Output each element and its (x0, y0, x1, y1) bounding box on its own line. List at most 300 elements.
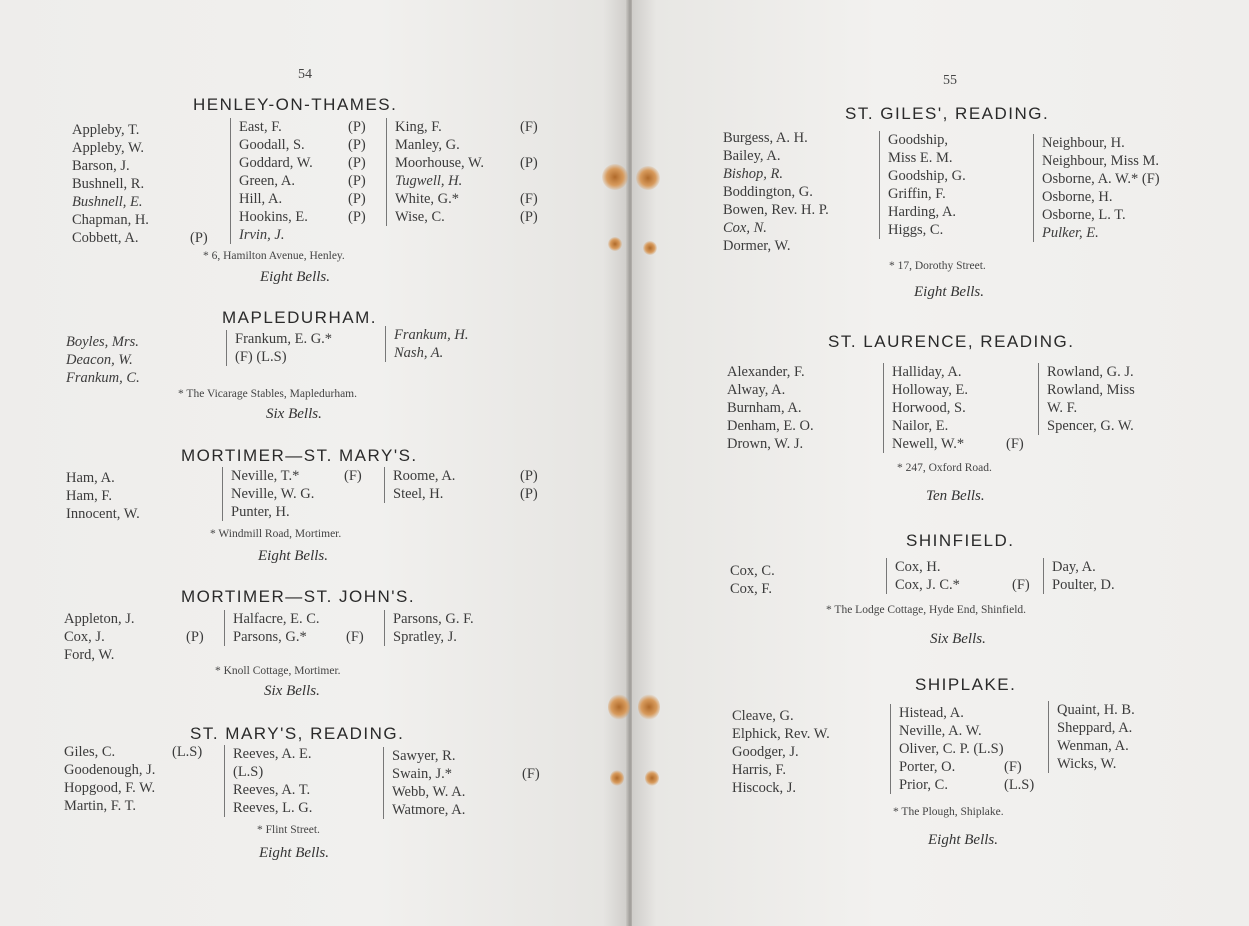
ringer-name: Cox, C. (730, 563, 775, 579)
ringer-name: Swain, J.* (392, 766, 453, 782)
name-column (1048, 701, 1227, 773)
ringer-entry (395, 190, 555, 208)
ringer-tag: (P) (348, 173, 366, 189)
ringer-tag: (P) (520, 486, 538, 502)
binding-hole (610, 770, 624, 786)
ringer-entry (239, 226, 389, 244)
ringer-name: Sheppard, A. (1057, 720, 1133, 736)
ringer-name: Moorhouse, W. (395, 155, 485, 171)
ringer-entry (66, 369, 216, 387)
ringer-name: Spratley, J. (393, 629, 457, 645)
ringer-name: Barson, J. (72, 158, 130, 174)
ringer-name: Horwood, S. (892, 400, 966, 416)
ringer-entry (72, 175, 212, 193)
ringer-name: Rowland, G. J. (1047, 364, 1134, 380)
ringer-entry (892, 399, 1052, 417)
ringer-name: Nailor, E. (892, 418, 949, 434)
ringer-name: Osborne, H. (1042, 189, 1113, 205)
ringer-tag: (P) (520, 209, 538, 225)
ringer-name: Poulter, D. (1052, 577, 1115, 593)
name-column (64, 743, 224, 815)
ringer-entry (732, 725, 882, 743)
name-column (727, 363, 877, 453)
ringer-name: Rowland, Miss (1047, 382, 1135, 398)
ringer-name: Punter, H. (231, 504, 290, 520)
ringer-entry (730, 580, 880, 598)
ringer-entry (1057, 737, 1227, 755)
ringer-entry (1047, 399, 1217, 417)
ringer-entry (723, 219, 873, 237)
ringer-entry (895, 558, 1055, 576)
ringer-entry (64, 761, 224, 779)
name-column (384, 467, 553, 503)
name-column (385, 326, 554, 362)
binding-hole (608, 237, 622, 251)
ringer-entry (233, 799, 393, 817)
ringer-name: Manley, G. (395, 137, 460, 153)
ringer-entry (395, 208, 555, 226)
ringer-tag: (P) (520, 155, 538, 171)
ringer-name: Nash, A. (394, 345, 444, 361)
section-title: ST. GILES', READING. (845, 104, 1050, 123)
page-number: 55 (943, 73, 957, 88)
ringer-entry (732, 707, 882, 725)
ringer-entry (233, 745, 393, 763)
ringer-entry (395, 154, 555, 172)
ringer-name: Ham, A. (66, 470, 115, 486)
ringer-name: Burnham, A. (727, 400, 802, 416)
ringer-entry (723, 237, 873, 255)
ringer-name: Chapman, H. (72, 212, 149, 228)
ringer-name: Innocent, W. (66, 506, 140, 522)
ringer-entry (730, 562, 880, 580)
ringer-name: White, G.* (395, 191, 460, 207)
ringer-name: Prior, C. (899, 777, 948, 793)
ringer-name: Goodship, G. (888, 168, 966, 184)
section-title: ST. LAURENCE, READING. (828, 332, 1075, 351)
ringer-name: Roome, A. (393, 468, 456, 484)
bells-count: Six Bells. (930, 631, 986, 647)
ringer-name: Alexander, F. (727, 364, 805, 380)
ringer-name: Pulker, E. (1042, 225, 1099, 241)
name-column (224, 745, 393, 817)
ringer-entry (732, 743, 882, 761)
ringer-entry (1042, 152, 1212, 170)
name-column (64, 610, 214, 664)
ringer-tag: (P) (348, 191, 366, 207)
address-note: * The Plough, Shiplake. (893, 806, 1004, 818)
ringer-name: Appleton, J. (64, 611, 135, 627)
ringer-name: Ford, W. (64, 647, 115, 663)
name-column (226, 330, 385, 366)
ringer-name: Alway, A. (727, 382, 786, 398)
ringer-name: Halfacre, E. C. (233, 611, 320, 627)
ringer-name: Cox, J. (64, 629, 105, 645)
ringer-name: (F) (L.S) (235, 349, 287, 365)
ringer-entry (239, 154, 389, 172)
ringer-name: Neighbour, H. (1042, 135, 1125, 151)
bells-count: Eight Bells. (258, 548, 328, 564)
bells-count: Eight Bells. (914, 284, 984, 300)
name-column (1038, 363, 1217, 435)
ringer-entry (732, 779, 882, 797)
ringer-tag: (F) (1004, 759, 1022, 775)
ringer-entry (892, 363, 1052, 381)
ringer-entry (1042, 206, 1212, 224)
ringer-entry (66, 505, 216, 523)
ringer-tag: (F) (522, 766, 540, 782)
ringer-entry (1057, 755, 1227, 773)
ringer-entry (727, 381, 877, 399)
address-note: * Flint Street. (257, 824, 320, 836)
ringer-entry (888, 149, 1048, 167)
ringer-name: Neville, T.* (231, 468, 300, 484)
ringer-name: Cobbett, A. (72, 230, 139, 246)
ringer-name: Higgs, C. (888, 222, 944, 238)
section-title: MORTIMER—ST. MARY'S. (181, 446, 418, 465)
section-title: MORTIMER—ST. JOHN'S. (181, 587, 416, 606)
ringer-entry (72, 229, 212, 247)
ringer-name: Parsons, G.* (233, 629, 307, 645)
ringer-tag: (P) (520, 468, 538, 484)
ringer-name: Bushnell, E. (72, 194, 143, 210)
ringer-name: Webb, W. A. (392, 784, 466, 800)
ringer-entry (727, 399, 877, 417)
ringer-entry (72, 157, 212, 175)
ringer-entry (723, 183, 873, 201)
ringer-name: Irvin, J. (239, 227, 285, 243)
ringer-entry (888, 185, 1048, 203)
ringer-name: Oliver, C. P. (L.S) (899, 741, 1004, 757)
ringer-entry (1052, 576, 1212, 594)
ringer-entry (723, 129, 873, 147)
ringer-name: Harris, F. (732, 762, 787, 778)
ringer-name: Neighbour, Miss M. (1042, 153, 1160, 169)
ringer-name: Burgess, A. H. (723, 130, 808, 146)
name-column (730, 562, 880, 598)
name-column (224, 610, 383, 646)
ringer-name: Goddard, W. (239, 155, 313, 171)
ringer-entry (1042, 170, 1212, 188)
ringer-name: (L.S) (233, 764, 264, 780)
ringer-entry (895, 576, 1055, 594)
ringer-name: Watmore, A. (392, 802, 466, 818)
ringer-name: Drown, W. J. (727, 436, 804, 452)
ringer-entry (1047, 381, 1217, 399)
ringer-entry (727, 363, 877, 381)
name-column (66, 469, 216, 523)
ringer-name: Osborne, L. T. (1042, 207, 1126, 223)
ringer-tag: (F) (346, 629, 364, 645)
ringer-name: Osborne, A. W.* (F) (1042, 171, 1160, 187)
ringer-name: Hopgood, F. W. (64, 780, 156, 796)
binding-hole (645, 770, 659, 786)
ringer-entry (392, 801, 557, 819)
ringer-entry (888, 131, 1048, 149)
ringer-name: Hill, A. (239, 191, 283, 207)
ringer-entry (233, 763, 393, 781)
name-column (72, 121, 212, 247)
ringer-tag: (P) (348, 137, 366, 153)
ringer-tag: (F) (1012, 577, 1030, 593)
section-title: ST. MARY'S, READING. (190, 724, 405, 743)
ringer-entry (892, 435, 1052, 453)
ringer-entry (723, 165, 873, 183)
name-column (1043, 558, 1212, 594)
ringer-name: Denham, E. O. (727, 418, 814, 434)
binding-hole (643, 241, 657, 255)
ringer-name: Elphick, Rev. W. (732, 726, 830, 742)
ringer-tag: (L.S) (172, 744, 203, 760)
ringer-entry (892, 381, 1052, 399)
binding-hole (602, 164, 628, 190)
ringer-entry (66, 333, 216, 351)
ringer-entry (64, 743, 224, 761)
ringer-entry (72, 121, 212, 139)
ringer-name: Hookins, E. (239, 209, 308, 225)
name-column (1033, 134, 1212, 242)
ringer-entry (723, 201, 873, 219)
page-number: 54 (298, 67, 312, 82)
ringer-entry (231, 467, 381, 485)
name-column (890, 704, 1059, 794)
name-column (732, 707, 882, 797)
bells-count: Eight Bells. (260, 269, 330, 285)
ringer-name: Dormer, W. (723, 238, 791, 254)
ringer-entry (899, 722, 1059, 740)
ringer-name: Cox, J. C.* (895, 577, 960, 593)
ringer-entry (233, 628, 383, 646)
ringer-entry (235, 348, 385, 366)
ringer-name: Bushnell, R. (72, 176, 145, 192)
ringer-entry (72, 139, 212, 157)
binding-hole (638, 694, 660, 720)
name-column (230, 118, 389, 244)
name-column (384, 610, 553, 646)
ringer-entry (1042, 224, 1212, 242)
ringer-name: Martin, F. T. (64, 798, 137, 814)
ringer-entry (239, 172, 389, 190)
ringer-tag: (P) (190, 230, 208, 246)
ringer-entry (899, 740, 1059, 758)
ringer-name: Reeves, L. G. (233, 800, 313, 816)
ringer-entry (64, 646, 214, 664)
ringer-name: Histead, A. (899, 705, 964, 721)
ringer-entry (64, 797, 224, 815)
address-note: * 247, Oxford Road. (897, 462, 992, 474)
ringer-entry (64, 628, 214, 646)
ringer-name: Wenman, A. (1057, 738, 1129, 754)
ringer-name: Cox, H. (895, 559, 941, 575)
bells-count: Six Bells. (266, 406, 322, 422)
ringer-name: Spencer, G. W. (1047, 418, 1134, 434)
ringer-entry (64, 779, 224, 797)
ringer-tag: (P) (186, 629, 204, 645)
ringer-entry (393, 610, 553, 628)
address-note: * Knoll Cottage, Mortimer. (215, 665, 341, 677)
ringer-name: Bailey, A. (723, 148, 781, 164)
ringer-name: Griffin, F. (888, 186, 946, 202)
ringer-tag: (F) (520, 119, 538, 135)
ringer-name: Hiscock, J. (732, 780, 797, 796)
ringer-name: Ham, F. (66, 488, 112, 504)
ringer-tag: (P) (348, 155, 366, 171)
ringer-name: Bishop, R. (723, 166, 784, 182)
ringer-entry (888, 167, 1048, 185)
ringer-tag: (L.S) (1004, 777, 1035, 793)
ringer-entry (393, 628, 553, 646)
ringer-entry (72, 193, 212, 211)
ringer-entry (392, 765, 557, 783)
name-column (222, 467, 381, 521)
ringer-name: Boyles, Mrs. (66, 334, 139, 350)
ringer-name: Giles, C. (64, 744, 116, 760)
ringer-name: Tugwell, H. (395, 173, 463, 189)
ringer-entry (72, 211, 212, 229)
ringer-entry (231, 503, 381, 521)
ringer-entry (732, 761, 882, 779)
ringer-entry (239, 208, 389, 226)
ringer-entry (1047, 363, 1217, 381)
section-title: MAPLEDURHAM. (222, 308, 377, 327)
ringer-entry (727, 417, 877, 435)
ringer-name: Frankum, E. G.* (235, 331, 333, 347)
ringer-name: Steel, H. (393, 486, 444, 502)
ringer-entry (723, 147, 873, 165)
ringer-name: Appleby, W. (72, 140, 144, 156)
ringer-entry (393, 485, 553, 503)
address-note: * 17, Dorothy Street. (889, 260, 986, 272)
name-column (879, 131, 1048, 239)
ringer-entry (393, 467, 553, 485)
bells-count: Eight Bells. (928, 832, 998, 848)
ringer-name: Reeves, A. E. (233, 746, 312, 762)
ringer-entry (239, 136, 389, 154)
ringer-entry (899, 704, 1059, 722)
ringer-name: Neville, A. W. (899, 723, 982, 739)
ringer-entry (892, 417, 1052, 435)
ringer-entry (395, 172, 555, 190)
ringer-entry (392, 747, 557, 765)
ringer-tag: (P) (348, 209, 366, 225)
ringer-name: Reeves, A. T. (233, 782, 311, 798)
name-column (883, 363, 1052, 453)
ringer-name: Green, A. (239, 173, 295, 189)
ringer-entry (66, 487, 216, 505)
ringer-name: Porter, O. (899, 759, 956, 775)
name-column (723, 129, 873, 255)
section-title: SHINFIELD. (906, 531, 1015, 550)
ringer-name: Wicks, W. (1057, 756, 1117, 772)
ringer-entry (233, 781, 393, 799)
ringer-name: Parsons, G. F. (393, 611, 474, 627)
ringer-name: Frankum, C. (66, 370, 140, 386)
ringer-name: Miss E. M. (888, 150, 953, 166)
ringer-entry (64, 610, 214, 628)
ringer-tag: (F) (344, 468, 362, 484)
ringer-name: Day, A. (1052, 559, 1096, 575)
ringer-name: Boddington, G. (723, 184, 813, 200)
address-note: * Windmill Road, Mortimer. (210, 528, 342, 540)
address-note: * The Lodge Cottage, Hyde End, Shinfield. (826, 604, 1027, 616)
ringer-name: Quaint, H. B. (1057, 702, 1135, 718)
ringer-entry (1057, 701, 1227, 719)
bells-count: Ten Bells. (926, 488, 985, 504)
ringer-entry (1042, 134, 1212, 152)
ringer-name: Deacon, W. (66, 352, 133, 368)
ringer-entry (1047, 417, 1217, 435)
ringer-entry (899, 758, 1059, 776)
ringer-name: Halliday, A. (892, 364, 962, 380)
ringer-name: Bowen, Rev. H. P. (723, 202, 829, 218)
ringer-entry (231, 485, 381, 503)
ringer-name: Goodenough, J. (64, 762, 156, 778)
ringer-name: Appleby, T. (72, 122, 140, 138)
ringer-name: Goodall, S. (239, 137, 305, 153)
ringer-entry (66, 351, 216, 369)
ringer-name: King, F. (395, 119, 442, 135)
ringer-name: Goodger, J. (732, 744, 799, 760)
ringer-tag: (F) (1006, 436, 1024, 452)
section-title: HENLEY-ON-THAMES. (193, 95, 398, 114)
name-column (886, 558, 1055, 594)
ringer-tag: (P) (348, 119, 366, 135)
name-column (66, 333, 216, 387)
ringer-entry (727, 435, 877, 453)
ringer-entry (888, 203, 1048, 221)
ringer-entry (1052, 558, 1212, 576)
ringer-entry (233, 610, 383, 628)
ringer-entry (899, 776, 1059, 794)
name-column (386, 118, 555, 226)
ringer-tag: (F) (520, 191, 538, 207)
ringer-entry (239, 118, 389, 136)
ringer-name: Frankum, H. (394, 327, 469, 343)
section-title: SHIPLAKE. (915, 675, 1017, 694)
ringer-entry (395, 136, 555, 154)
ringer-name: W. F. (1047, 400, 1078, 416)
ringer-name: Neville, W. G. (231, 486, 315, 502)
ringer-entry (66, 469, 216, 487)
address-note: * The Vicarage Stables, Mapledurham. (178, 388, 357, 400)
ringer-name: Harding, A. (888, 204, 957, 220)
binding-hole (608, 694, 630, 720)
ringer-entry (394, 344, 554, 362)
ringer-entry (235, 330, 385, 348)
binding-hole (636, 166, 660, 190)
ringer-name: Cleave, G. (732, 708, 794, 724)
address-note: * 6, Hamilton Avenue, Henley. (203, 250, 345, 262)
ringer-name: Sawyer, R. (392, 748, 456, 764)
ringer-name: Newell, W.* (892, 436, 965, 452)
ringer-entry (394, 326, 554, 344)
bells-count: Eight Bells. (259, 845, 329, 861)
ringer-name: Cox, N. (723, 220, 767, 236)
ringer-entry (1042, 188, 1212, 206)
ringer-entry (239, 190, 389, 208)
ringer-name: East, F. (239, 119, 282, 135)
ringer-entry (392, 783, 557, 801)
bells-count: Six Bells. (264, 683, 320, 699)
ringer-entry (1057, 719, 1227, 737)
ringer-entry (888, 221, 1048, 239)
ringer-entry (395, 118, 555, 136)
ringer-name: Holloway, E. (892, 382, 968, 398)
name-column (383, 747, 557, 819)
ringer-name: Goodship, (888, 132, 949, 148)
ringer-name: Wise, C. (395, 209, 445, 225)
ringer-name: Cox, F. (730, 581, 772, 597)
